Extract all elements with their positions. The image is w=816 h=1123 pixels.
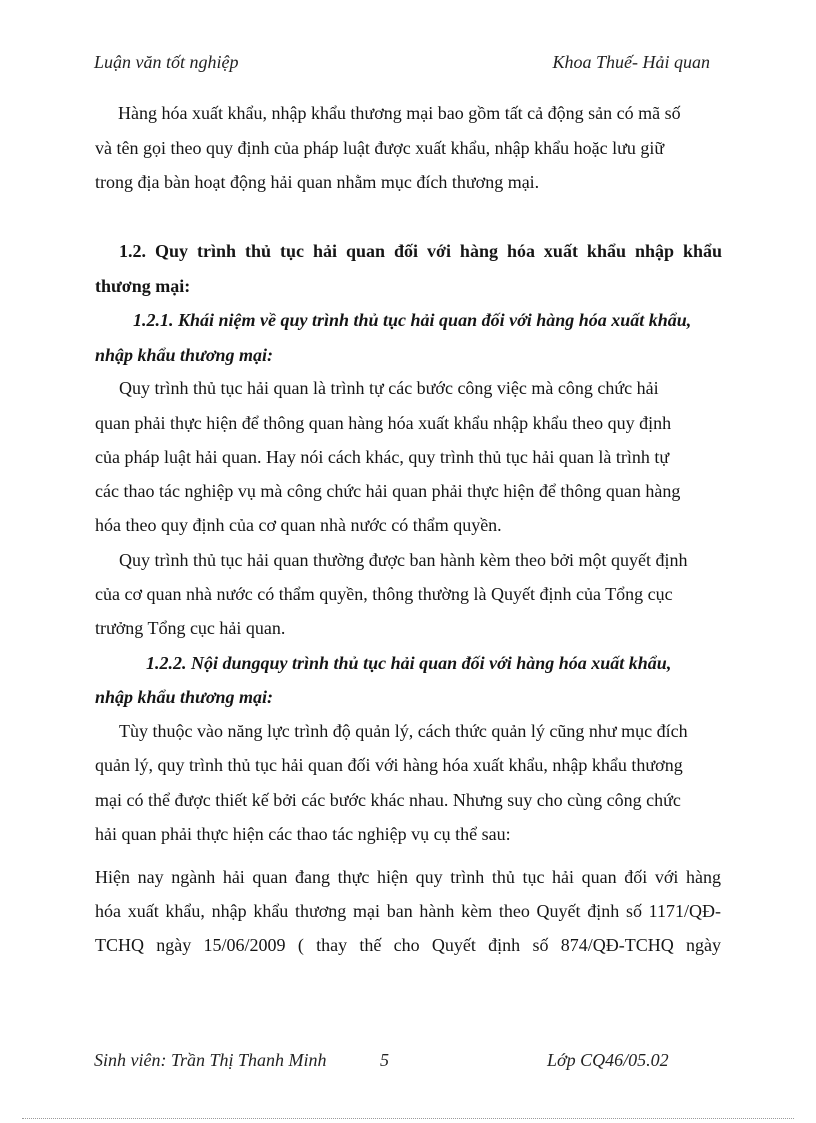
header-faculty: Khoa Thuế- Hải quan (552, 52, 710, 72)
paragraph-3-line-2: của cơ quan nhà nước có thẩm quyền, thông thường là Quyết định của Tổng cục (95, 584, 673, 604)
paragraph-4-line-4: hải quan phải thực hiện các thao tác nghiệp vụ cụ thể sau: (95, 824, 511, 844)
section-heading-1-2-line-1: 1.2. Quy trình thủ tục hải quan đối với hàng hóa xuất khẩu nhập khẩu (119, 241, 722, 261)
paragraph-4-line-1: Tùy thuộc vào năng lực trình độ quản lý, cách thức quản lý cũng như mục đích (119, 721, 688, 741)
paragraph-2-line-4: các thao tác nghiệp vụ mà công chức hải quan phải thực hiện để thông quan hàng (95, 481, 681, 501)
paragraph-5-line-3: TCHQ ngày 15/06/2009 ( thay thế cho Quyết định số 874/QĐ-TCHQ ngày (95, 935, 721, 955)
paragraph-2-line-5: hóa theo quy định của cơ quan nhà nước có thẩm quyền. (95, 515, 502, 535)
paragraph-1-line-1: Hàng hóa xuất khẩu, nhập khẩu thương mại bao gồm tất cả động sản có mã số (118, 103, 681, 123)
footer-page-number: 5 (380, 1050, 389, 1070)
paragraph-4-line-3: mại có thể được thiết kế bởi các bước khác nhau. Nhưng suy cho cùng công chức (95, 790, 681, 810)
paragraph-2-line-3: của pháp luật hải quan. Hay nói cách khác, quy trình thủ tục hải quan là trình tự (95, 447, 670, 467)
header-thesis-title: Luận văn tốt nghiệp (94, 52, 239, 72)
paragraph-1-line-3: trong địa bàn hoạt động hải quan nhằm mục đích thương mại. (95, 172, 540, 192)
paragraph-1-line-2: và tên gọi theo quy định của pháp luật được xuất khẩu, nhập khẩu hoặc lưu giữ (95, 138, 665, 158)
page-bottom-divider (22, 1118, 794, 1119)
paragraph-3-line-3: trưởng Tổng cục hải quan. (95, 618, 286, 638)
subheading-1-2-2-line-2: nhập khẩu thương mại: (95, 687, 274, 707)
subheading-1-2-1-line-1: 1.2.1. Khái niệm về quy trình thủ tục hải quan đối với hàng hóa xuất khẩu, (133, 310, 692, 330)
footer-student-name: Sinh viên: Trần Thị Thanh Minh (94, 1050, 327, 1070)
subheading-1-2-1-line-2: nhập khẩu thương mại: (95, 345, 274, 365)
paragraph-3-line-1: Quy trình thủ tục hải quan thường được ban hành kèm theo bởi một quyết định (119, 550, 688, 570)
paragraph-2-line-2: quan phải thực hiện để thông quan hàng hóa xuất khẩu nhập khẩu theo quy định (95, 413, 672, 433)
section-heading-1-2-line-2: thương mại: (95, 276, 191, 296)
paragraph-5-line-1: Hiện nay ngành hải quan đang thực hiện quy trình thủ tục hải quan đối với hàng (95, 867, 721, 887)
footer-class: Lớp CQ46/05.02 (547, 1050, 669, 1070)
subheading-1-2-2-line-1: 1.2.2. Nội dungquy trình thủ tục hải quan đối với hàng hóa xuất khẩu, (146, 653, 672, 673)
paragraph-5-line-2: hóa xuất khẩu, nhập khẩu thương mại ban hành kèm theo Quyết định số 1171/QĐ- (95, 901, 721, 921)
paragraph-4-line-2: quản lý, quy trình thủ tục hải quan đối với hàng hóa xuất khẩu, nhập khẩu thương (95, 755, 683, 775)
paragraph-2-line-1: Quy trình thủ tục hải quan là trình tự các bước công việc mà công chức hải (119, 378, 659, 398)
